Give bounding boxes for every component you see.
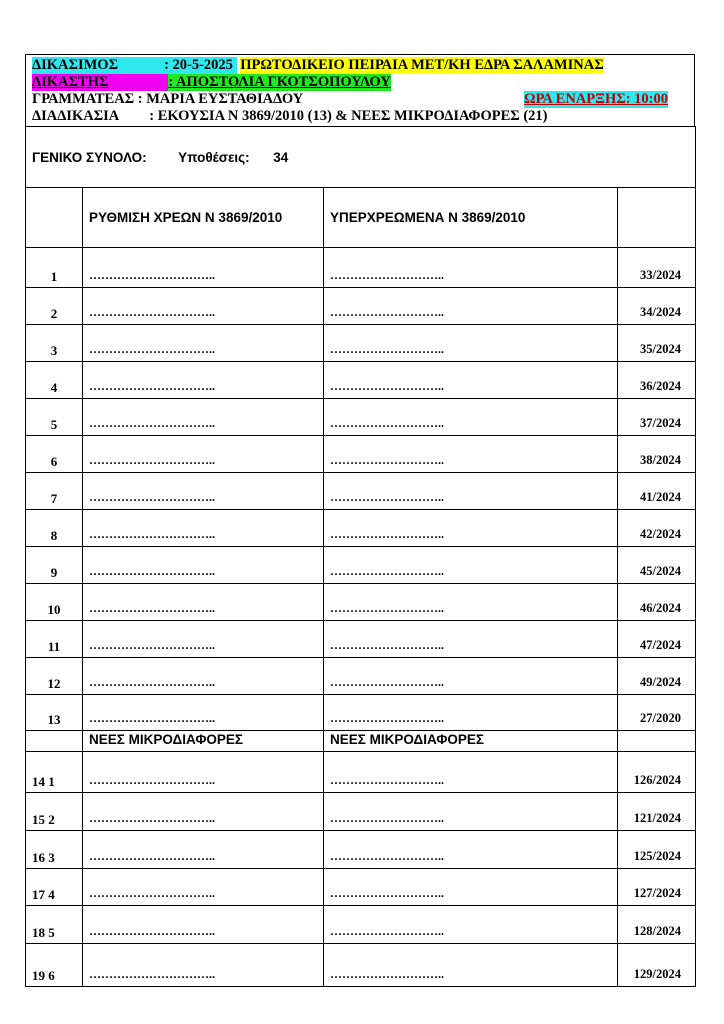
row-party-b: ……………………….. (324, 621, 618, 658)
row-case-number: 27/2020 (618, 695, 696, 731)
row-party-a: ………………………….. (83, 399, 324, 436)
row-party-a: ………………………….. (83, 944, 324, 987)
row-number: 6 (26, 436, 83, 473)
row-party-a: ………………………….. (83, 325, 324, 362)
hearing-date-highlight (32, 57, 237, 74)
row-number: 12 (26, 658, 83, 695)
row-number: 15 2 (26, 793, 83, 831)
row-party-a: ………………………….. (83, 288, 324, 325)
table-row (26, 288, 696, 325)
row-party-b: ……………………….. (324, 362, 618, 399)
row-number: 1 (26, 248, 83, 288)
row-party-a: ………………………….. (83, 248, 324, 288)
table-row (26, 325, 696, 362)
table-row (26, 436, 696, 473)
table-row (26, 831, 696, 869)
row-number: 17 4 (26, 869, 83, 906)
section1-col2-header: ΥΠΕΡΧΡΕΩΜΕΝΑ Ν 3869/2010 (324, 188, 618, 248)
row-number: 13 (26, 695, 83, 731)
row-case-number: 38/2024 (618, 436, 696, 473)
table-row (26, 362, 696, 399)
section1-header-row (26, 188, 696, 248)
row-case-number: 33/2024 (618, 248, 696, 288)
table-row (26, 547, 696, 584)
header-line-procedure (32, 108, 688, 125)
row-party-b: ……………………….. (324, 547, 618, 584)
summary-row (26, 127, 696, 188)
row-party-b: ……………………….. (324, 695, 618, 731)
table-row (26, 752, 696, 793)
row-number: 2 (26, 288, 83, 325)
row-case-number: 46/2024 (618, 584, 696, 621)
table-row (26, 510, 696, 547)
procedure-value: : ΕΚΟΥΣΙΑ Ν 3869/2010 (13) & ΝΕΕΣ ΜΙΚΡΟΔΙΑΦΟΡΕΣ (21) (149, 108, 548, 124)
row-party-a: ………………………….. (83, 869, 324, 906)
row-party-b: ……………………….. (324, 869, 618, 906)
row-case-number: 127/2024 (618, 869, 696, 906)
table-row (26, 658, 696, 695)
row-party-b: ……………………….. (324, 793, 618, 831)
row-number: 14 1 (26, 752, 83, 793)
section2-header-row (26, 731, 696, 752)
cases-count: 34 (273, 149, 289, 165)
header-empty-cell (26, 731, 83, 752)
table-row (26, 584, 696, 621)
row-case-number: 34/2024 (618, 288, 696, 325)
header-empty-cell (618, 731, 696, 752)
row-number: 7 (26, 473, 83, 510)
row-number: 16 3 (26, 831, 83, 869)
row-party-b: ……………………….. (324, 906, 618, 944)
procedure-label: ΔΙΑΔΙΚΑΣΙΑ (32, 108, 120, 124)
row-party-b: ……………………….. (324, 658, 618, 695)
table-row (26, 793, 696, 831)
row-number: 10 (26, 584, 83, 621)
court-name: ΠΡΩΤΟΔΙΚΕΙΟ ΠΕΙΡΑΙΑ ΜΕΤ/ΚΗ ΕΔΡΑ ΣΑΛΑΜΙΝΑΣ (240, 57, 604, 73)
table-row (26, 399, 696, 436)
row-party-b: ……………………….. (324, 831, 618, 869)
docket-table (25, 126, 696, 987)
row-number: 4 (26, 362, 83, 399)
header-empty-cell (618, 188, 696, 248)
row-case-number: 47/2024 (618, 621, 696, 658)
start-time: ΩΡΑ ΕΝΑΡΞΗΣ: 10:00 (524, 91, 668, 107)
header-empty-cell (26, 188, 83, 248)
row-case-number: 121/2024 (618, 793, 696, 831)
section1-rows (26, 248, 696, 731)
row-party-a: ………………………….. (83, 547, 324, 584)
row-party-b: ……………………….. (324, 752, 618, 793)
row-party-a: ………………………….. (83, 658, 324, 695)
header-line-hearing (32, 57, 688, 74)
judge-label: ΔΙΚΑΣΤΗΣ (32, 74, 168, 91)
total-label: ΓΕΝΙΚΟ ΣΥΝΟΛΟ: (32, 149, 147, 165)
row-party-b: ……………………….. (324, 436, 618, 473)
hearing-date: : 20-5-2025 (164, 57, 233, 73)
section1-col1-header: ΡΥΘΜΙΣΗ ΧΡΕΩΝ Ν 3869/2010 (83, 188, 324, 248)
row-number: 11 (26, 621, 83, 658)
row-case-number: 128/2024 (618, 906, 696, 944)
table-row (26, 473, 696, 510)
row-party-a: ………………………….. (83, 621, 324, 658)
row-party-a: ………………………….. (83, 473, 324, 510)
row-number: 9 (26, 547, 83, 584)
row-number: 18 5 (26, 906, 83, 944)
row-case-number: 37/2024 (618, 399, 696, 436)
row-party-b: ……………………….. (324, 399, 618, 436)
table-row (26, 944, 696, 987)
judge-name: : ΑΠΟΣΤΟΛΙΑ ΓΚΟΤΣΟΠΟΥΛΟΥ (168, 74, 391, 90)
docket-header (25, 54, 695, 126)
row-party-a: ………………………….. (83, 831, 324, 869)
summary-cell (26, 127, 696, 188)
table-row (26, 869, 696, 906)
docket-sheet (25, 54, 695, 987)
row-party-a: ………………………….. (83, 752, 324, 793)
row-case-number: 36/2024 (618, 362, 696, 399)
row-case-number: 45/2024 (618, 547, 696, 584)
section2-rows (26, 752, 696, 987)
row-party-a: ………………………….. (83, 362, 324, 399)
row-case-number: 42/2024 (618, 510, 696, 547)
row-party-b: ……………………….. (324, 248, 618, 288)
section2-col2-header: ΝΕΕΣ ΜΙΚΡΟΔΙΑΦΟΡΕΣ (324, 731, 618, 752)
header-line-judge (32, 74, 688, 91)
row-number: 8 (26, 510, 83, 547)
hearing-label: ΔΙΚΑΣΙΜΟΣ (32, 57, 119, 73)
row-party-b: ……………………….. (324, 473, 618, 510)
row-party-a: ………………………….. (83, 906, 324, 944)
row-party-b: ……………………….. (324, 944, 618, 987)
row-case-number: 35/2024 (618, 325, 696, 362)
row-party-b: ……………………….. (324, 325, 618, 362)
row-party-a: ………………………….. (83, 436, 324, 473)
row-case-number: 125/2024 (618, 831, 696, 869)
clerk-name: : ΜΑΡΙΑ ΕΥΣΤΑΘΙΑΔΟΥ (137, 91, 304, 107)
row-number: 3 (26, 325, 83, 362)
table-row (26, 621, 696, 658)
table-row (26, 695, 696, 731)
row-party-b: ……………………….. (324, 510, 618, 547)
row-party-a: ………………………….. (83, 793, 324, 831)
row-party-b: ……………………….. (324, 584, 618, 621)
row-number: 5 (26, 399, 83, 436)
table-row (26, 248, 696, 288)
clerk-label: ΓΡΑΜΜΑΤΕΑΣ (32, 91, 135, 107)
row-party-a: ………………………….. (83, 584, 324, 621)
cases-label: Υποθέσεις: (178, 149, 250, 165)
section2-col1-header: ΝΕΕΣ ΜΙΚΡΟΔΙΑΦΟΡΕΣ (83, 731, 324, 752)
row-case-number: 126/2024 (618, 752, 696, 793)
header-line-clerk (32, 91, 688, 108)
row-party-a: ………………………….. (83, 695, 324, 731)
row-party-a: ………………………….. (83, 510, 324, 547)
table-row (26, 906, 696, 944)
row-case-number: 49/2024 (618, 658, 696, 695)
row-number: 19 6 (26, 944, 83, 987)
row-party-b: ……………………….. (324, 288, 618, 325)
row-case-number: 41/2024 (618, 473, 696, 510)
row-case-number: 129/2024 (618, 944, 696, 987)
